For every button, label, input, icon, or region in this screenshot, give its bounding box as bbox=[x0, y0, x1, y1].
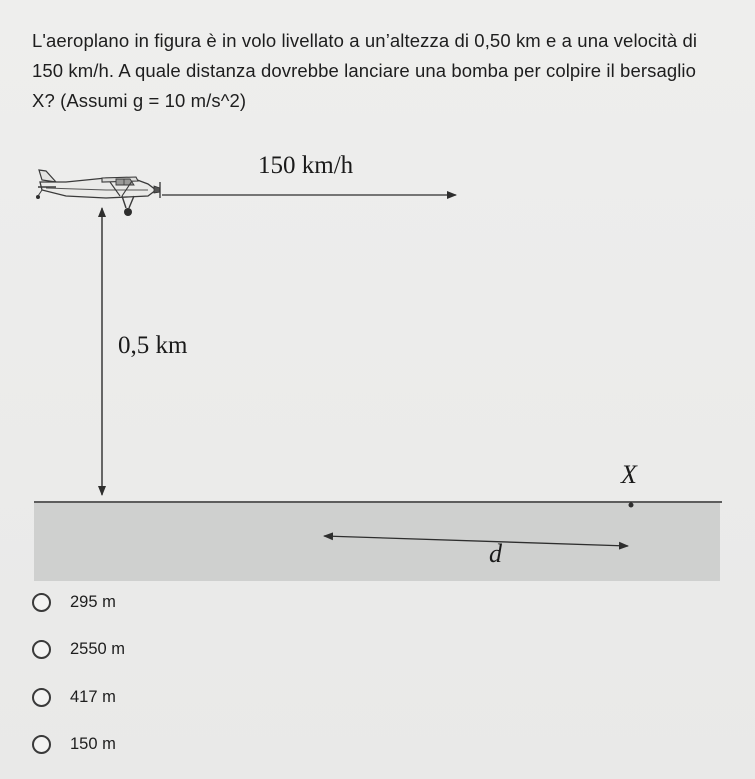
answer-label[interactable]: 2550 m bbox=[70, 640, 126, 658]
question-line-3: X? (Assumi g = 10 m/s^2) bbox=[32, 90, 247, 111]
answer-option-2[interactable] bbox=[32, 638, 432, 662]
ground bbox=[34, 503, 720, 581]
airplane-icon bbox=[36, 170, 160, 216]
answer-label[interactable]: 150 m bbox=[70, 735, 116, 753]
answer-label[interactable]: 295 m bbox=[70, 592, 116, 611]
problem-figure bbox=[0, 140, 755, 585]
figure-drawing bbox=[0, 140, 755, 585]
speed-label: 150 km/h bbox=[258, 152, 354, 179]
question-line-2: 150 km/h. A quale distanza dovrebbe lanciare una bomba per colpire il bersaglio bbox=[32, 60, 697, 81]
radio-button[interactable] bbox=[32, 688, 51, 707]
radio-button[interactable] bbox=[32, 735, 51, 754]
question-line-1: L'aeroplano in figura è in volo livellato a un’altezza di 0,50 km e a una velocità di bbox=[32, 30, 698, 51]
radio-button[interactable] bbox=[32, 593, 51, 612]
distance-label: d bbox=[489, 539, 502, 568]
answer-label[interactable]: 417 m bbox=[70, 687, 116, 706]
answer-option-4[interactable] bbox=[32, 733, 432, 757]
target-point bbox=[629, 503, 634, 508]
height-label: 0,5 km bbox=[118, 332, 188, 359]
answer-option-1[interactable] bbox=[32, 590, 432, 614]
question-text bbox=[32, 26, 732, 116]
target-label: X bbox=[621, 460, 637, 489]
radio-button[interactable] bbox=[32, 640, 51, 659]
answer-option-3[interactable] bbox=[32, 685, 432, 709]
answer-options bbox=[32, 590, 432, 779]
